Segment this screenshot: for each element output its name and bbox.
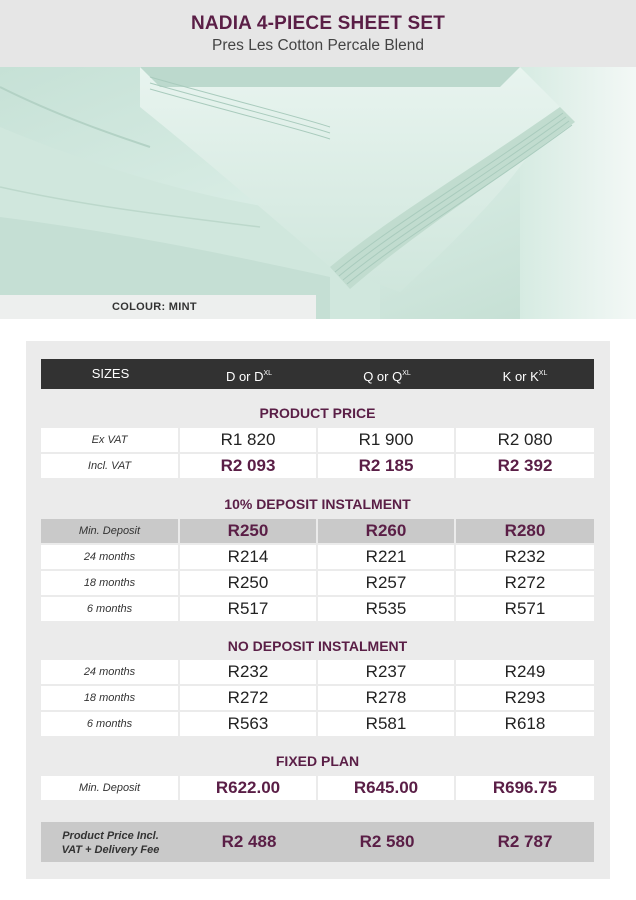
price-cell: R232: [180, 660, 318, 686]
price-cell: R293: [456, 686, 594, 712]
size-king: K or $K^{XL}$: [502, 369, 548, 384]
product-subtitle: Pres Les Cotton Percale Blend: [212, 37, 424, 54]
price-cell: R645.00: [318, 776, 456, 802]
price-cell: R221: [318, 545, 456, 571]
price-cell: R622.00: [180, 776, 318, 802]
section-title-product-price: PRODUCT PRICE: [259, 405, 376, 421]
row-label: 18 months: [41, 571, 180, 597]
product-price-table: [41, 428, 594, 480]
price-cell: R581: [318, 712, 456, 738]
price-cell: R1 820: [180, 428, 318, 454]
colour-label: COLOUR: MINT: [0, 295, 316, 319]
row-label: Incl. VAT: [41, 454, 180, 480]
row-label: 24 months: [41, 545, 180, 571]
price-cell: R535: [318, 597, 456, 623]
row-label: 18 months: [41, 686, 180, 712]
row-label: Min. Deposit: [41, 519, 180, 545]
sheet-set-image: [0, 67, 636, 319]
price-cell: R214: [180, 545, 318, 571]
section-title-fixed-plan: FIXED PLAN: [275, 753, 360, 769]
table-row: [41, 428, 594, 454]
table-row: [41, 597, 594, 623]
price-cell: R563: [180, 712, 318, 738]
totals-label-line1: Product Price Incl.: [62, 830, 159, 842]
price-cell: R249: [456, 660, 594, 686]
price-cell: R278: [318, 686, 456, 712]
product-title: NADIA 4-PIECE SHEET SET: [190, 13, 446, 34]
price-cell: R1 900: [318, 428, 456, 454]
totals-label: [41, 822, 180, 862]
total-price-queen: R2 580: [359, 832, 415, 851]
price-cell: R237: [318, 660, 456, 686]
size-queen: Q or $Q^{XL}$: [363, 369, 411, 384]
section-title-no-deposit-instalment: NO DEPOSIT INSTALMENT: [227, 638, 408, 654]
section-title-deposit-instalment: 10% DEPOSIT INSTALMENT: [224, 496, 411, 512]
page-header: [0, 0, 636, 67]
size-double: D or $D^{XL}$: [225, 369, 273, 384]
table-row: [41, 776, 594, 802]
sizes-label: SIZES: [91, 366, 130, 381]
price-cell: R280: [456, 519, 594, 545]
price-cell: R618: [456, 712, 594, 738]
table-row: [41, 454, 594, 480]
totals-row: [41, 822, 594, 862]
price-cell: R272: [180, 686, 318, 712]
table-row: [41, 519, 594, 545]
price-cell: R2 080: [456, 428, 594, 454]
total-price-king: R2 787: [497, 832, 553, 851]
table-row: [41, 686, 594, 712]
fixed-plan-table: [41, 776, 594, 802]
price-cell: R2 392: [456, 454, 594, 480]
sizes-header-row: [41, 359, 594, 389]
price-cell: R232: [456, 545, 594, 571]
price-cell: R2 185: [318, 454, 456, 480]
row-label: 6 months: [41, 597, 180, 623]
no-deposit-instalment-table: [41, 660, 594, 738]
price-cell: R2 093: [180, 454, 318, 480]
deposit-instalment-table: [41, 519, 594, 623]
totals-label-line2: VAT + Delivery Fee: [61, 844, 160, 856]
price-cell: R571: [456, 597, 594, 623]
price-cell: R272: [456, 571, 594, 597]
row-label: Min. Deposit: [41, 776, 180, 802]
price-cell: R696.75: [456, 776, 594, 802]
table-row: [41, 545, 594, 571]
price-cell: R517: [180, 597, 318, 623]
table-row: [41, 571, 594, 597]
price-cell: R257: [318, 571, 456, 597]
row-label: 24 months: [41, 660, 180, 686]
total-price-double: R2 488: [221, 832, 277, 851]
price-cell: R250: [180, 571, 318, 597]
product-photo: [0, 67, 636, 319]
table-row: [41, 712, 594, 738]
table-row: [41, 660, 594, 686]
row-label: 6 months: [41, 712, 180, 738]
price-cell: R250: [180, 519, 318, 545]
row-label: Ex VAT: [41, 428, 180, 454]
price-cell: R260: [318, 519, 456, 545]
